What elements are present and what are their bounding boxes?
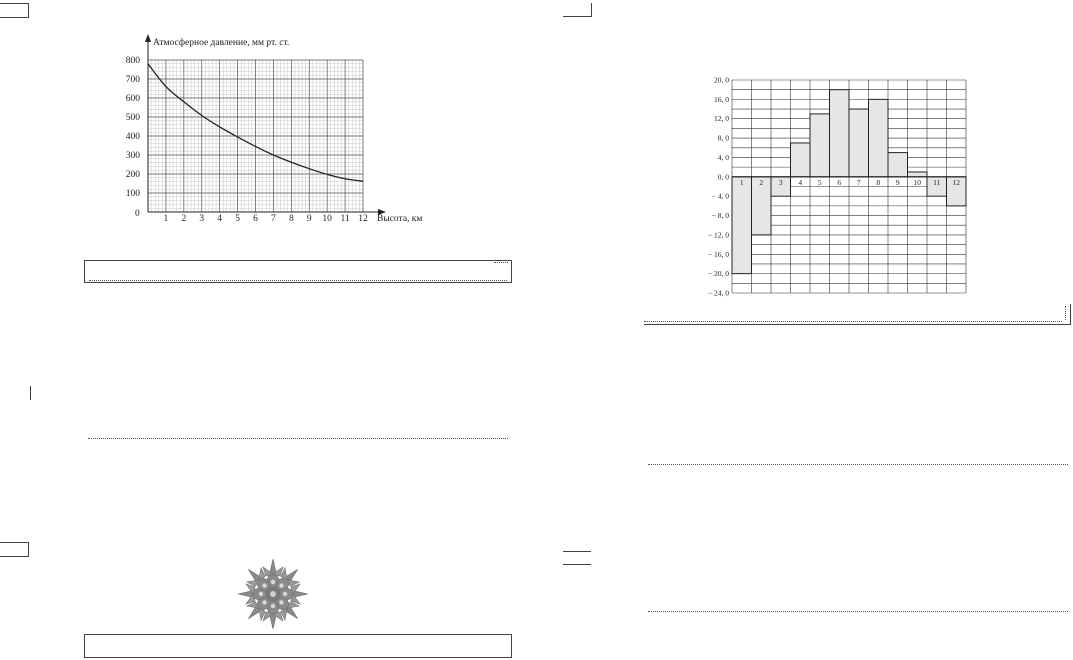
x-tick-label: 11 (340, 214, 350, 224)
y-tick-label: 16, 0 (714, 94, 729, 104)
month-label: 12 (952, 177, 960, 187)
bar-month-4 (791, 143, 811, 177)
bar-month-9 (888, 153, 908, 177)
y-tick-label: 100 (125, 189, 140, 199)
bar-month-6 (830, 90, 850, 177)
snowflake-ornament-icon (236, 557, 310, 631)
bar-month-8 (869, 99, 889, 176)
y-tick-label: − 8, 0 (711, 211, 729, 221)
answer-box-2[interactable] (84, 634, 512, 658)
month-label: 6 (837, 177, 842, 187)
question-number-box-bottom-left (0, 542, 29, 557)
y-tick-label: 600 (125, 94, 140, 104)
x-tick-label: 4 (217, 214, 223, 224)
margin-mark (30, 386, 31, 400)
y-tick-label: 0, 0 (717, 172, 729, 182)
bar-chart-y-tick-labels (708, 76, 729, 298)
x-tick-label: 8 (288, 214, 294, 224)
month-label: 3 (778, 177, 783, 187)
month-label: 4 (798, 177, 803, 187)
origin-label: 0 (135, 209, 140, 219)
y-tick-label: 8, 0 (717, 133, 729, 143)
y-tick-label: 700 (125, 75, 140, 85)
y-tick-label: − 16, 0 (707, 249, 729, 259)
pressure-altitude-chart (110, 30, 450, 230)
question-number-box-bottom-right-lower (563, 564, 591, 565)
bar-month-7 (849, 109, 869, 177)
y-tick-label: − 4, 0 (711, 191, 729, 201)
y-tick-label: 500 (125, 113, 140, 123)
month-label: 5 (817, 177, 822, 187)
answer-box-1[interactable] (84, 260, 512, 283)
x-tick-label: 2 (181, 214, 187, 224)
ornament-core (270, 591, 276, 597)
question-number-box-top-right (563, 3, 592, 17)
y-tick-label: 800 (125, 56, 140, 66)
month-label: 8 (876, 177, 881, 187)
x-axis-label: Высота, км (377, 214, 423, 224)
bar-month-10 (908, 172, 928, 177)
answer-dotted-line-2[interactable] (648, 464, 1068, 465)
answer-dotted-line-3[interactable] (648, 611, 1068, 612)
y-tick-label: 300 (125, 151, 140, 161)
x-tick-label: 5 (235, 214, 240, 224)
x-tick-label: 1 (163, 214, 169, 224)
x-tick-label: 12 (358, 214, 368, 224)
answer-dotted-line-1[interactable] (88, 438, 508, 439)
y-axis-arrow (145, 34, 151, 42)
bar-month-5 (810, 114, 830, 177)
month-label: 2 (759, 177, 764, 187)
month-label: 1 (739, 177, 744, 187)
corner-dash-mark (494, 262, 508, 263)
y-tick-label: 20, 0 (714, 75, 729, 85)
question-number-box-bottom-right-upper (563, 551, 591, 552)
x-tick-label: 6 (253, 214, 258, 224)
y-tick-label: 200 (125, 170, 140, 180)
month-label: 7 (856, 177, 861, 187)
answer-box-3[interactable] (644, 304, 1071, 325)
y-tick-label: 12, 0 (714, 114, 729, 124)
x-tick-label: 3 (199, 214, 205, 224)
y-axis-label: Атмосферное давление, мм рт. ст. (153, 38, 290, 48)
y-tick-label: − 12, 0 (707, 230, 729, 240)
x-tick-label: 7 (271, 214, 276, 224)
month-label: 9 (895, 177, 900, 187)
month-label: 10 (913, 177, 921, 187)
question-number-box-top-left (0, 3, 29, 18)
x-tick-label: 10 (322, 214, 332, 224)
y-tick-label: − 24, 0 (707, 288, 729, 298)
y-tick-label: 4, 0 (717, 152, 729, 162)
x-tick-label: 9 (306, 214, 312, 224)
bar-month-1 (732, 177, 752, 274)
y-tick-label: − 20, 0 (707, 269, 729, 279)
y-tick-label: 400 (125, 132, 140, 142)
month-label: 11 (933, 177, 941, 187)
monthly-bar-chart (690, 72, 975, 302)
